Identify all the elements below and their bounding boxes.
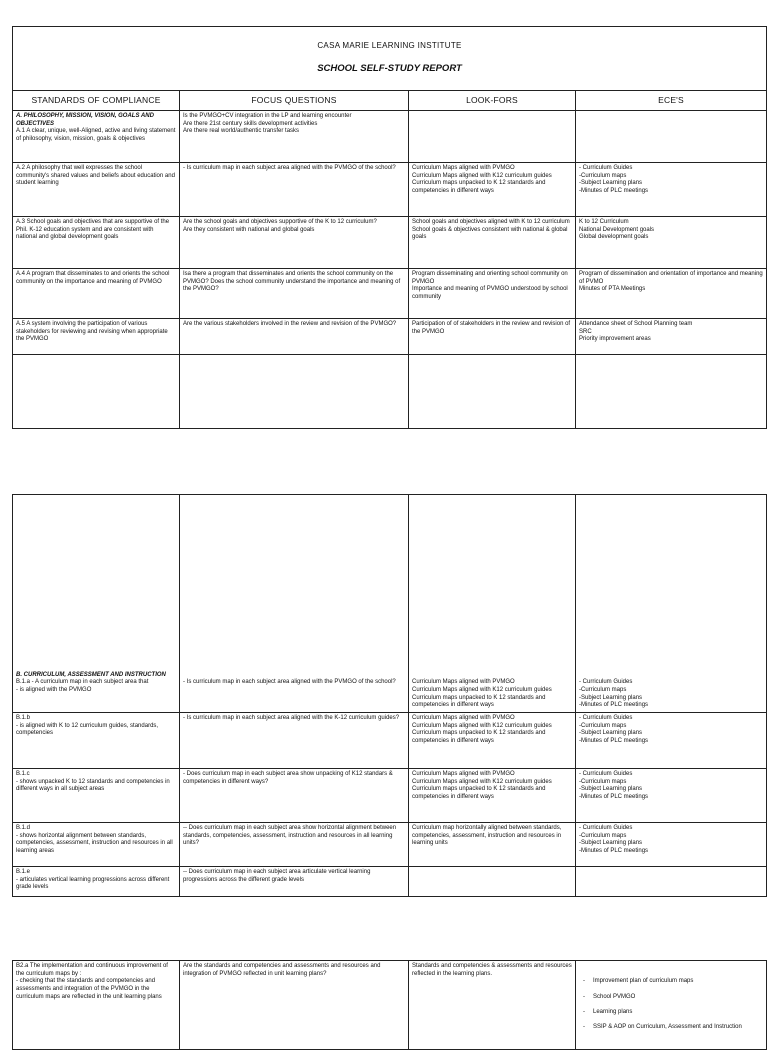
table-row: [13, 713, 767, 769]
eces-cell: [576, 355, 767, 429]
table-row: [13, 111, 767, 163]
focus-cell: - Is curriculum map in each subject area aligned with the PVMGO of the school?: [180, 163, 409, 217]
standard-cell: A.2 A philosophy that well expresses the school community's shared values and beliefs about education and student learning: [13, 163, 180, 217]
eces-cell: [576, 961, 767, 1050]
table-row: [13, 217, 767, 269]
table-row-empty: [13, 355, 767, 429]
section-title: A. PHILOSOPHY, MISSION, VISION, GOALS AND OBJECTIVES: [16, 113, 154, 127]
column-header-standards: STANDARDS OF COMPLIANCE: [13, 91, 180, 111]
eces-cell: [576, 867, 767, 897]
focus-cell: Are the school goals and objectives supportive of the K to 12 curriculum? Are they consistent with national and global goals: [180, 217, 409, 269]
standard-cell: A. PHILOSOPHY, MISSION, VISION, GOALS AND OBJECTIVES A.1 A clear, unique, well-Aligned, active and living statement of philosophy, vision, mission, goals & objectives: [13, 111, 180, 163]
column-header-row: [13, 91, 767, 111]
eces-cell: - Curriculum Guides -Curriculum maps -Subject Learning plans -Minutes of PLC meetings: [576, 713, 767, 769]
eces-cell: [576, 111, 767, 163]
table-row: [13, 495, 767, 713]
table-row: [13, 769, 767, 823]
standard-cell: B.1.b - is aligned with K to 12 curriculum guides, standards, competencies: [13, 713, 180, 769]
lookfors-cell: [409, 355, 576, 429]
eces-cell: Program of dissemination and orientation of importance and meaning of PVMO Minutes of PTA Meetings: [576, 269, 767, 319]
table-section-b2: [12, 960, 767, 1050]
focus-cell: - Is curriculum map in each subject area aligned with the K-12 curriculum guides?: [180, 713, 409, 769]
table-row: [13, 163, 767, 217]
standard-cell: B.1.d - shows horizontal alignment between standards, competencies, assessment, instruction and resources in all learning areas: [13, 823, 180, 867]
eces-cell: - Curriculum Guides -Curriculum maps -Subject Learning plans -Minutes of PLC meetings: [576, 495, 767, 713]
focus-cell: - Does curriculum map in each subject area show unpacking of K12 standars & competencies in different ways?: [180, 769, 409, 823]
report-title: SCHOOL SELF-STUDY REPORT: [317, 63, 462, 75]
list-item: - Learning plans: [593, 1009, 763, 1017]
column-header-lookfors: LOOK-FORS: [409, 91, 576, 111]
eces-cell: - Curriculum Guides -Curriculum maps -Subject Learning plans -Minutes of PLC meetings: [576, 769, 767, 823]
list-item: - Improvement plan of curriculum maps: [593, 978, 763, 986]
focus-cell: - Is curriculum map in each subject area aligned with the PVMGO of the school?: [180, 495, 409, 713]
focus-cell: -- Does curriculum map in each subject area articulate vertical learning progressions across the different grade levels: [180, 867, 409, 897]
standard-cell: B. CURRICULUM, ASSESSMENT AND INSTRUCTION B.1.a - A curriculum map in each subject area that - is aligned with the PVMGO: [13, 495, 180, 713]
table-row: [13, 867, 767, 897]
standard-cell: B.1.e - articulates vertical learning progressions across different grade levels: [13, 867, 180, 897]
lookfors-cell: [409, 867, 576, 897]
lookfors-cell: Curriculum Maps aligned with PVMGO Curriculum Maps aligned with K12 curriculum guides Curriculum maps unpacked to K 12 standards and competencies in different ways: [409, 769, 576, 823]
standard-cell: A.4 A program that disseminates to and orients the school community on the importance and meaning of PVMGO: [13, 269, 180, 319]
section-title: B. CURRICULUM, ASSESSMENT AND INSTRUCTION: [16, 671, 166, 678]
standard-cell: A.5 A system involving the participation of various stakeholders for reviewing and revising when appropriate the PVMGO: [13, 319, 180, 355]
standard-cell: B2.a The implementation and continuous improvement of the curriculum maps by : - checking that the standards and competencies and assessments and integration of the PVMGO in the curriculum maps are reflected in the unit learning plans: [13, 961, 180, 1050]
eces-list: [579, 971, 763, 1040]
lookfors-cell: Participation of of stakeholders in the review and revision of the PVMGO: [409, 319, 576, 355]
lookfors-cell: Curriculum Maps aligned with PVMGO Curriculum Maps aligned with K12 curriculum guides Curriculum maps unpacked to K 12 standards and competencies in different ways: [409, 163, 576, 217]
table-row: [13, 269, 767, 319]
lookfors-cell: Curriculum Maps aligned with PVMGO Curriculum Maps aligned with K12 curriculum guides Curriculum maps unpacked to K 12 standards and competencies in different ways: [409, 495, 576, 713]
focus-cell: Isa there a program that disseminates and orients the school community on the PVMGO? Does the school community understand the importance and meaning of the PVMGO?: [180, 269, 409, 319]
standard-cell: B.1.c - shows unpacked K to 12 standards and competencies in different ways in all subject areas: [13, 769, 180, 823]
table-section-b: [12, 494, 767, 897]
standard-cell: [13, 355, 180, 429]
lookfors-cell: Curriculum map horizontally aligned between standards, competencies, assessment, instruction and resources in learning units: [409, 823, 576, 867]
focus-cell: Are the standards and competencies and assessments and resources and integration of PVMGO reflected in unit learning plans?: [180, 961, 409, 1050]
list-item: - School PVMGO: [593, 994, 763, 1002]
column-header-focus: FOCUS QUESTIONS: [180, 91, 409, 111]
focus-cell: Are the various stakeholders involved in the review and revision of the PVMGO?: [180, 319, 409, 355]
standard-cell: A.3 School goals and objectives that are supportive of the Phil. K-12 education system and are consistent with national and global development goals: [13, 217, 180, 269]
focus-cell: -- Does curriculum map in each subject area show horizontal alignment between standards, competencies, assessment, instruction and resources in all learning units?: [180, 823, 409, 867]
eces-cell: - Curriculum Guides -Curriculum maps -Subject Learning plans -Minutes of PLC meetings: [576, 163, 767, 217]
eces-cell: Attendance sheet of School Planning team SRC Priority improvement areas: [576, 319, 767, 355]
focus-cell: [180, 355, 409, 429]
table-section-a: [12, 26, 767, 429]
lookfors-cell: Program disseminating and orienting school community on PVMGO Importance and meaning of PVMGO understood by school community: [409, 269, 576, 319]
lookfors-cell: [409, 111, 576, 163]
lookfors-cell: Standards and competencies & assessments and resources reflected in the learning plans.: [409, 961, 576, 1050]
eces-cell: K to 12 Curriculum National Development goals Global development goals: [576, 217, 767, 269]
report-title-block: [13, 27, 767, 91]
institution-name: CASA MARIE LEARNING INSTITUTE: [317, 41, 462, 50]
list-item: - SSIP & AOP on Curriculum, Assessment and Instruction: [593, 1024, 763, 1032]
lookfors-cell: School goals and objectives aligned with K to 12 curriculum School goals & objectives consistent with national & global goals: [409, 217, 576, 269]
eces-cell: - Curriculum Guides -Curriculum maps -Subject Learning plans -Minutes of PLC meetings: [576, 823, 767, 867]
column-header-eces: ECE'S: [576, 91, 767, 111]
table-row: [13, 319, 767, 355]
lookfors-cell: Curriculum Maps aligned with PVMGO Curriculum Maps aligned with K12 curriculum guides Curriculum maps unpacked to K 12 standards and competencies in different ways: [409, 713, 576, 769]
table-row: [13, 823, 767, 867]
table-row: [13, 961, 767, 1050]
focus-cell: Is the PVMGO+CV integration in the LP and learning encounter Are there 21st century skills development activities Are there real world/authentic transfer tasks: [180, 111, 409, 163]
